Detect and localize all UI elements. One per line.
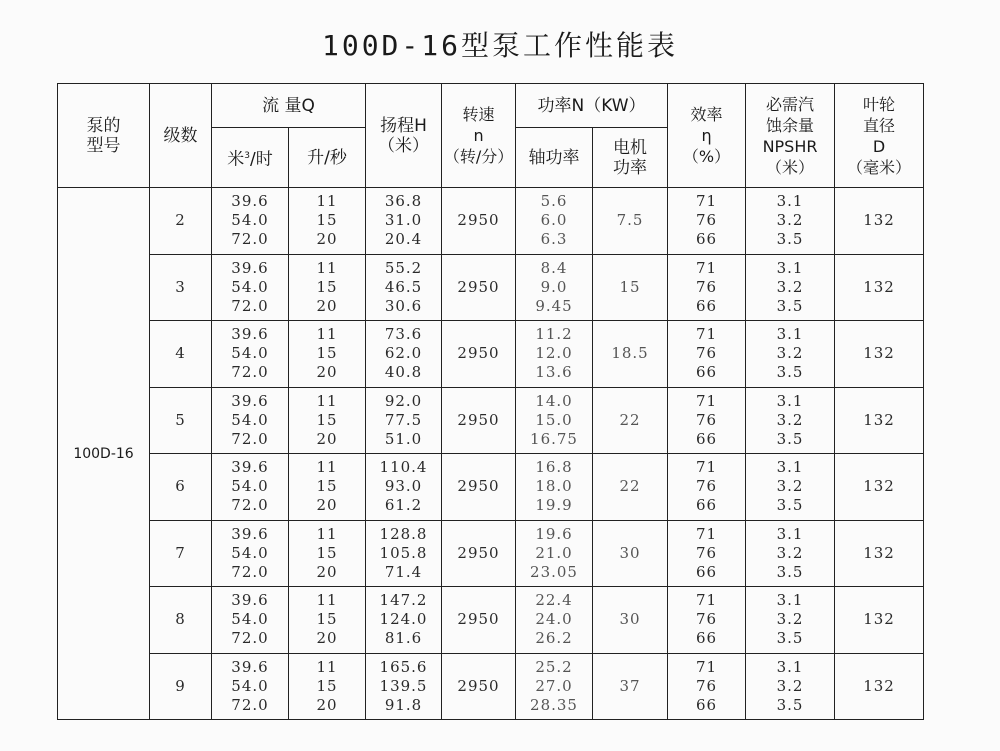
efficiency-cell-value: 66 [695, 363, 718, 382]
efficiency-cell-value: 66 [695, 562, 718, 581]
flow-m3h-cell-value: 39.6 [231, 458, 269, 477]
speed-cell: 2950 [442, 653, 516, 720]
npshr-cell-value: 3.1 [776, 458, 804, 477]
motor-power-cell: 15 [593, 254, 668, 321]
npshr-cell-value: 3.5 [776, 695, 804, 714]
stage-cell: 7 [150, 520, 212, 587]
head-cell-value: 105.8 [379, 543, 428, 562]
flow-m3h-cell [212, 454, 289, 521]
table-row [58, 188, 924, 255]
flow-m3h-cell [212, 254, 289, 321]
flow-m3h-cell-value: 54.0 [231, 543, 269, 562]
stage-cell: 4 [150, 321, 212, 388]
npshr-cell [746, 587, 835, 654]
flow-m3h-cell-value: 39.6 [231, 524, 269, 543]
efficiency-cell [668, 587, 746, 654]
impeller-cell: 132 [835, 321, 924, 388]
head-cell-value: 55.2 [384, 258, 423, 277]
shaft-power-cell [516, 454, 593, 521]
flow-ls-cell-value: 20 [316, 562, 338, 581]
shaft-power-cell [516, 321, 593, 388]
flow-m3h-cell-value: 39.6 [231, 258, 269, 277]
motor-power-cell: 30 [593, 587, 668, 654]
flow-ls-cell-value: 20 [316, 230, 338, 249]
head-cell [366, 254, 442, 321]
head-cell-value: 51.0 [384, 429, 423, 448]
efficiency-cell [668, 254, 746, 321]
head-cell [366, 587, 442, 654]
header-stages: 级数 [150, 84, 212, 188]
efficiency-cell-value: 76 [695, 410, 718, 429]
table-row [58, 454, 924, 521]
shaft-power-cell-value: 8.4 [540, 258, 568, 277]
efficiency-cell-value: 71 [695, 325, 718, 344]
head-cell-value: 110.4 [379, 458, 428, 477]
flow-m3h-cell-value: 54.0 [231, 477, 269, 496]
npshr-cell-value: 3.1 [776, 391, 804, 410]
flow-m3h-cell [212, 587, 289, 654]
npshr-cell [746, 321, 835, 388]
header-power: 功率N（KW） [516, 84, 668, 128]
shaft-power-cell-value: 9.45 [535, 296, 573, 315]
npshr-cell-value: 3.5 [776, 429, 804, 448]
npshr-cell-value: 3.5 [776, 562, 804, 581]
flow-ls-cell-value: 20 [316, 695, 338, 714]
impeller-cell: 132 [835, 454, 924, 521]
stage-cell: 8 [150, 587, 212, 654]
flow-ls-cell-value: 11 [316, 391, 338, 410]
flow-ls-cell-value: 11 [316, 458, 338, 477]
npshr-cell [746, 653, 835, 720]
flow-ls-cell-value: 20 [316, 429, 338, 448]
npshr-cell-value: 3.1 [776, 524, 804, 543]
stage-cell: 9 [150, 653, 212, 720]
flow-ls-cell-value: 11 [316, 591, 338, 610]
flow-m3h-cell-value: 39.6 [231, 391, 269, 410]
table-row [58, 387, 924, 454]
head-cell [366, 188, 442, 255]
efficiency-cell [668, 387, 746, 454]
speed-cell: 2950 [442, 387, 516, 454]
header-motor-power: 电机 功率 [593, 128, 668, 188]
flow-ls-cell-value: 15 [316, 676, 338, 695]
head-cell [366, 520, 442, 587]
flow-m3h-cell-value: 54.0 [231, 676, 269, 695]
head-cell-value: 77.5 [384, 410, 423, 429]
flow-ls-cell-value: 15 [316, 610, 338, 629]
header-flow-m3h: 米$^3$/时 [212, 128, 289, 188]
efficiency-cell-value: 76 [695, 543, 718, 562]
npshr-cell [746, 188, 835, 255]
npshr-cell [746, 387, 835, 454]
flow-m3h-cell [212, 387, 289, 454]
head-cell-value: 165.6 [379, 657, 428, 676]
head-cell [366, 454, 442, 521]
head-cell-value: 91.8 [384, 695, 423, 714]
flow-ls-cell-value: 15 [316, 277, 338, 296]
efficiency-cell-value: 76 [695, 277, 718, 296]
motor-power-cell: 30 [593, 520, 668, 587]
speed-cell: 2950 [442, 321, 516, 388]
efficiency-cell-value: 71 [695, 591, 718, 610]
shaft-power-cell-value: 28.35 [530, 695, 578, 714]
head-cell-value: 93.0 [384, 477, 423, 496]
head-cell-value: 36.8 [384, 192, 423, 211]
flow-m3h-cell-value: 39.6 [231, 192, 269, 211]
flow-m3h-cell-value: 72.0 [231, 695, 269, 714]
flow-ls-cell [289, 587, 366, 654]
efficiency-cell-value: 66 [695, 230, 718, 249]
shaft-power-cell [516, 520, 593, 587]
flow-m3h-cell-value: 72.0 [231, 230, 269, 249]
shaft-power-cell [516, 653, 593, 720]
npshr-cell [746, 520, 835, 587]
header-head: 扬程H （米） [366, 84, 442, 188]
head-cell-value: 30.6 [384, 296, 423, 315]
header-npshr: 必需汽 蚀余量 NPSHR （米） [746, 84, 835, 188]
npshr-cell-value: 3.2 [776, 543, 804, 562]
efficiency-cell-value: 66 [695, 429, 718, 448]
flow-m3h-cell-value: 72.0 [231, 496, 269, 515]
efficiency-cell-value: 71 [695, 657, 718, 676]
shaft-power-cell-value: 6.3 [540, 230, 568, 249]
npshr-cell-value: 3.1 [776, 325, 804, 344]
flow-ls-cell [289, 188, 366, 255]
npshr-cell-value: 3.5 [776, 296, 804, 315]
stage-cell: 2 [150, 188, 212, 255]
stage-cell: 6 [150, 454, 212, 521]
npshr-cell-value: 3.2 [776, 676, 804, 695]
npshr-cell-value: 3.2 [776, 211, 804, 230]
shaft-power-cell [516, 587, 593, 654]
shaft-power-cell-value: 15.0 [535, 410, 573, 429]
impeller-cell: 132 [835, 387, 924, 454]
npshr-cell-value: 3.2 [776, 344, 804, 363]
shaft-power-cell-value: 27.0 [535, 676, 573, 695]
npshr-cell [746, 254, 835, 321]
impeller-cell: 132 [835, 653, 924, 720]
head-cell [366, 387, 442, 454]
header-impeller: 叶轮 直径 D （毫米） [835, 84, 924, 188]
flow-ls-cell-value: 20 [316, 296, 338, 315]
impeller-cell: 132 [835, 188, 924, 255]
motor-power-cell: 37 [593, 653, 668, 720]
performance-table [57, 83, 924, 720]
motor-power-cell: 18.5 [593, 321, 668, 388]
head-cell-value: 139.5 [379, 676, 428, 695]
npshr-cell-value: 3.5 [776, 629, 804, 648]
impeller-cell: 132 [835, 254, 924, 321]
table-row [58, 254, 924, 321]
impeller-cell: 132 [835, 587, 924, 654]
flow-m3h-cell-value: 54.0 [231, 344, 269, 363]
head-cell-value: 61.2 [384, 496, 423, 515]
npshr-cell-value: 3.5 [776, 230, 804, 249]
model-cell: 100D-16 [58, 188, 150, 720]
header-flow-ls: 升/秒 [289, 128, 366, 188]
flow-ls-cell-value: 15 [316, 211, 338, 230]
efficiency-cell-value: 66 [695, 496, 718, 515]
shaft-power-cell-value: 16.8 [535, 458, 573, 477]
flow-m3h-cell-value: 54.0 [231, 610, 269, 629]
flow-ls-cell [289, 454, 366, 521]
shaft-power-cell-value: 11.2 [535, 325, 573, 344]
table-row [58, 587, 924, 654]
shaft-power-cell-value: 22.4 [535, 591, 573, 610]
head-cell-value: 128.8 [379, 524, 428, 543]
efficiency-cell-value: 76 [695, 610, 718, 629]
flow-ls-cell-value: 15 [316, 543, 338, 562]
header-flow: 流 量Q [212, 84, 366, 128]
flow-m3h-cell [212, 653, 289, 720]
npshr-cell-value: 3.1 [776, 657, 804, 676]
shaft-power-cell-value: 6.0 [540, 211, 568, 230]
efficiency-cell-value: 66 [695, 296, 718, 315]
head-cell-value: 31.0 [384, 211, 423, 230]
flow-ls-cell [289, 321, 366, 388]
table-row [58, 653, 924, 720]
table-row [58, 321, 924, 388]
speed-cell: 2950 [442, 454, 516, 521]
efficiency-cell-value: 71 [695, 524, 718, 543]
stage-cell: 5 [150, 387, 212, 454]
flow-ls-cell-value: 11 [316, 657, 338, 676]
efficiency-cell-value: 76 [695, 477, 718, 496]
header-efficiency: 效率 η （%） [668, 84, 746, 188]
shaft-power-cell-value: 16.75 [530, 429, 578, 448]
speed-cell: 2950 [442, 587, 516, 654]
npshr-cell-value: 3.2 [776, 477, 804, 496]
shaft-power-cell-value: 5.6 [540, 192, 568, 211]
flow-m3h-cell [212, 321, 289, 388]
npshr-cell-value: 3.5 [776, 496, 804, 515]
head-cell-value: 40.8 [384, 363, 423, 382]
flow-ls-cell-value: 15 [316, 344, 338, 363]
npshr-cell-value: 3.5 [776, 363, 804, 382]
flow-m3h-cell-value: 54.0 [231, 211, 269, 230]
table-row [58, 520, 924, 587]
efficiency-cell [668, 454, 746, 521]
npshr-cell-value: 3.1 [776, 192, 804, 211]
shaft-power-cell-value: 23.05 [530, 562, 578, 581]
efficiency-cell [668, 188, 746, 255]
efficiency-cell-value: 66 [695, 629, 718, 648]
stage-cell: 3 [150, 254, 212, 321]
shaft-power-cell-value: 9.0 [540, 277, 568, 296]
flow-ls-cell-value: 20 [316, 629, 338, 648]
head-cell-value: 73.6 [384, 325, 423, 344]
head-cell-value: 147.2 [379, 591, 428, 610]
npshr-cell-value: 3.1 [776, 591, 804, 610]
flow-ls-cell-value: 11 [316, 325, 338, 344]
head-cell-value: 81.6 [384, 629, 423, 648]
head-cell-value: 92.0 [384, 391, 423, 410]
head-cell-value: 124.0 [379, 610, 428, 629]
efficiency-cell-value: 76 [695, 676, 718, 695]
npshr-cell [746, 454, 835, 521]
header-shaft-power: 轴功率 [516, 128, 593, 188]
head-cell-value: 46.5 [384, 277, 423, 296]
shaft-power-cell-value: 26.2 [535, 629, 573, 648]
efficiency-cell-value: 76 [695, 211, 718, 230]
npshr-cell-value: 3.2 [776, 610, 804, 629]
flow-ls-cell-value: 20 [316, 496, 338, 515]
header-speed: 转速 n （转/分） [442, 84, 516, 188]
motor-power-cell: 22 [593, 387, 668, 454]
speed-cell: 2950 [442, 188, 516, 255]
flow-m3h-cell-value: 54.0 [231, 277, 269, 296]
header-model: 泵的 型号 [58, 84, 150, 188]
flow-m3h-cell-value: 72.0 [231, 363, 269, 382]
efficiency-cell-value: 71 [695, 192, 718, 211]
head-cell [366, 653, 442, 720]
shaft-power-cell [516, 387, 593, 454]
flow-ls-cell [289, 387, 366, 454]
flow-m3h-cell [212, 188, 289, 255]
flow-ls-cell-value: 11 [316, 258, 338, 277]
shaft-power-cell-value: 18.0 [535, 477, 573, 496]
efficiency-cell [668, 653, 746, 720]
flow-m3h-cell-value: 39.6 [231, 325, 269, 344]
shaft-power-cell-value: 14.0 [535, 391, 573, 410]
flow-m3h-cell-value: 72.0 [231, 429, 269, 448]
efficiency-cell-value: 71 [695, 258, 718, 277]
shaft-power-cell-value: 12.0 [535, 344, 573, 363]
shaft-power-cell-value: 19.9 [535, 496, 573, 515]
speed-cell: 2950 [442, 520, 516, 587]
flow-m3h-cell-value: 72.0 [231, 629, 269, 648]
flow-m3h-cell-value: 72.0 [231, 296, 269, 315]
efficiency-cell-value: 66 [695, 695, 718, 714]
shaft-power-cell-value: 25.2 [535, 657, 573, 676]
motor-power-cell: 7.5 [593, 188, 668, 255]
motor-power-cell: 22 [593, 454, 668, 521]
impeller-cell: 132 [835, 520, 924, 587]
head-cell-value: 20.4 [384, 230, 423, 249]
flow-ls-cell-value: 20 [316, 363, 338, 382]
flow-m3h-cell-value: 54.0 [231, 410, 269, 429]
flow-ls-cell-value: 11 [316, 192, 338, 211]
shaft-power-cell-value: 21.0 [535, 543, 573, 562]
efficiency-cell-value: 76 [695, 344, 718, 363]
efficiency-cell-value: 71 [695, 391, 718, 410]
page-title: 100D-16型泵工作性能表 [321, 29, 678, 62]
head-cell [366, 321, 442, 388]
flow-ls-cell [289, 653, 366, 720]
flow-ls-cell-value: 15 [316, 410, 338, 429]
head-cell-value: 62.0 [384, 344, 423, 363]
flow-m3h-cell [212, 520, 289, 587]
flow-m3h-cell-value: 39.6 [231, 591, 269, 610]
flow-m3h-cell-value: 39.6 [231, 657, 269, 676]
npshr-cell-value: 3.2 [776, 277, 804, 296]
shaft-power-cell [516, 188, 593, 255]
flow-ls-cell [289, 254, 366, 321]
npshr-cell-value: 3.1 [776, 258, 804, 277]
shaft-power-cell [516, 254, 593, 321]
shaft-power-cell-value: 24.0 [535, 610, 573, 629]
head-cell-value: 71.4 [384, 562, 423, 581]
flow-ls-cell [289, 520, 366, 587]
efficiency-cell [668, 321, 746, 388]
efficiency-cell-value: 71 [695, 458, 718, 477]
efficiency-cell [668, 520, 746, 587]
speed-cell: 2950 [442, 254, 516, 321]
npshr-cell-value: 3.2 [776, 410, 804, 429]
flow-ls-cell-value: 15 [316, 477, 338, 496]
shaft-power-cell-value: 13.6 [535, 363, 573, 382]
flow-ls-cell-value: 11 [316, 524, 338, 543]
shaft-power-cell-value: 19.6 [535, 524, 573, 543]
flow-m3h-cell-value: 72.0 [231, 562, 269, 581]
